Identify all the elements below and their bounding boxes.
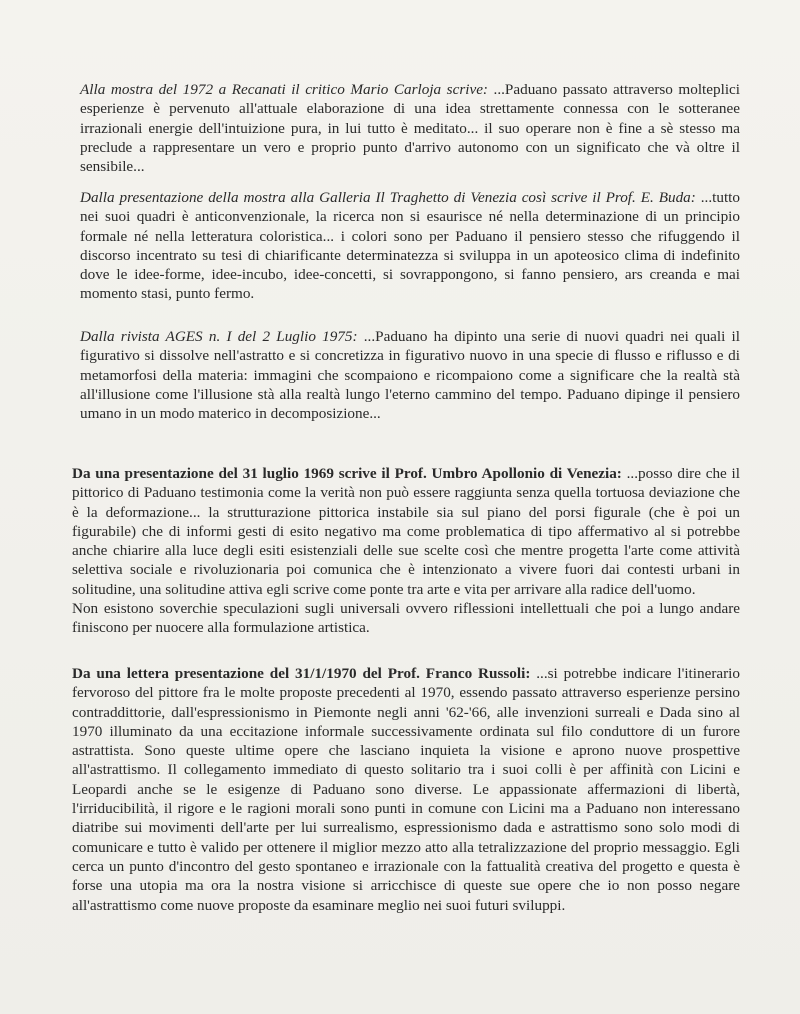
quote-source: Alla mostra del 1972 a Recanati il critico Mario Carloja scrive:	[80, 81, 488, 98]
quote-source: Da una presentazione del 31 luglio 1969 scrive il Prof. Umbro Apollonio di Venezia:	[72, 465, 622, 482]
quote-text: ...Paduano ha dipinto una serie di nuovi quadri nei quali il figurativo si dissolve nell'astratto e si concretizza in figurativo nuovo in una specie di flusso e riflusso e di metamorfosi della materia: immagini che scompaiono e ricompaiono come a significare che la realtà stà all'illusione come l'illusione stà alla realtà lungo l'eterno cammino del tempo. Paduano dipinge il pensiero umano in un modo materico in decomposizione...	[80, 328, 740, 423]
quote-source: Da una lettera presentazione del 31/1/1970 del Prof. Franco Russoli:	[72, 665, 531, 682]
quote-text: ...tutto nei suoi quadri è anticonvenzionale, la ricerca non si esaurisce né nella determinazione di un principio formale né nella letteratura coloristica... i colori sono per Paduano il pensiero stesso che rifuggendo il discorso incentrato su tesi di chiarificante determinatezza si sviluppa in un apoteosico clima di indefinito dove le idee-forme, idee-incubo, idee-concetti, si sovrappongono, si fanno pensiero, ars creanda e mai momento stasi, punto fermo.	[80, 189, 740, 303]
quote-text: ...si potrebbe indicare l'itinerario fervoroso del pittore fra le molte proposte precedenti al 1970, essendo passato attraverso esperienze persino contraddittorie, dall'espressionismo in Piemonte negli anni '62-'66, alle invenzioni surreali e Dada sino al 1970 illuminato da una eccitazione informale successivamente ordinata sul filo conduttore di un furore astrattista. Sono queste ultime opere che lasciano inquieta la visione e aprono nuove prospettive all'astrattismo. Il collegamento immediato di questo solitario tra i suoi colli è per affinità con Licini e Leopardi anche se le esigenze di Paduano sono diverse. Le appassionate affermazioni di libertà, l'irriducibilità, il rigore e le ragioni morali sono punti in comune con Licini ma a Paduano non interessano diatribe sui movimenti dell'arte per lui surrealismo, espressionismo dada e astrattismo sono solo modi di comunicare e tutto è valido per ottenere il miglior mezzo atto alla tetralizzazione del proprio messaggio. Egli cerca un punto d'incontro del gesto spontaneo e irrazionale con la fattualità creativa del progetto e questa è forse una utopia ma ora la nostra visione si arricchisce di queste sue opere che io non posso negare all'astrattismo come nuove proposte da esaminare meglio nei suoi futuri sviluppi.	[72, 665, 740, 914]
quote-apollonio	[72, 464, 740, 638]
quote-source: Dalla presentazione della mostra alla Galleria Il Traghetto di Venezia così scrive il Prof. E. Buda:	[80, 189, 696, 206]
quote-ages	[80, 327, 740, 423]
quote-text: ...posso dire che il pittorico di Paduano testimonia come la verità non può essere raggiunta senza quella tortuosa deviazione che è la deformazione... la strutturazione pittorica instabile sia sul piano del porsi figurale (che è poi un figurabile) che di informi gesti di esito negativo ma come problematica di tipo affermativo al si potrebbe anche chiarire alla luce degli esiti esistenziali delle sue scelte così che mentre progetta l'arte come attività selettiva sociale e rivoluzionaria poi comunica che è intenzionato a vivere fuori dai contesti urbani in solitudine, una solitudine attiva egli scrive come ponte tra arte e vita per arrivare alla radice dell'uomo.	[72, 465, 740, 598]
quote-source: Dalla rivista AGES n. I del 2 Luglio 1975:	[80, 328, 358, 345]
quote-buda	[80, 188, 740, 304]
quote-carloja	[80, 80, 740, 176]
quote-russoli	[72, 664, 740, 915]
quote-text: ...Paduano passato attraverso molteplici esperienze è pervenuto all'attuale elaborazione di una idea strettamente connessa con le sotteranee irrazionali energie dell'intuizione pura, in lui tutto è meditato... il suo operare non è fine a sè stesso ma preclude a rappresentare un vero e proprio punto d'arrivo autonomo con un significato che và oltre il sensibile...	[80, 81, 740, 176]
quote-extra: Non esistono soverchie speculazioni sugli universali ovvero riflessioni intellettuali che poi a lungo andare finiscono per nuocere alla formulazione artistica.	[72, 600, 740, 637]
